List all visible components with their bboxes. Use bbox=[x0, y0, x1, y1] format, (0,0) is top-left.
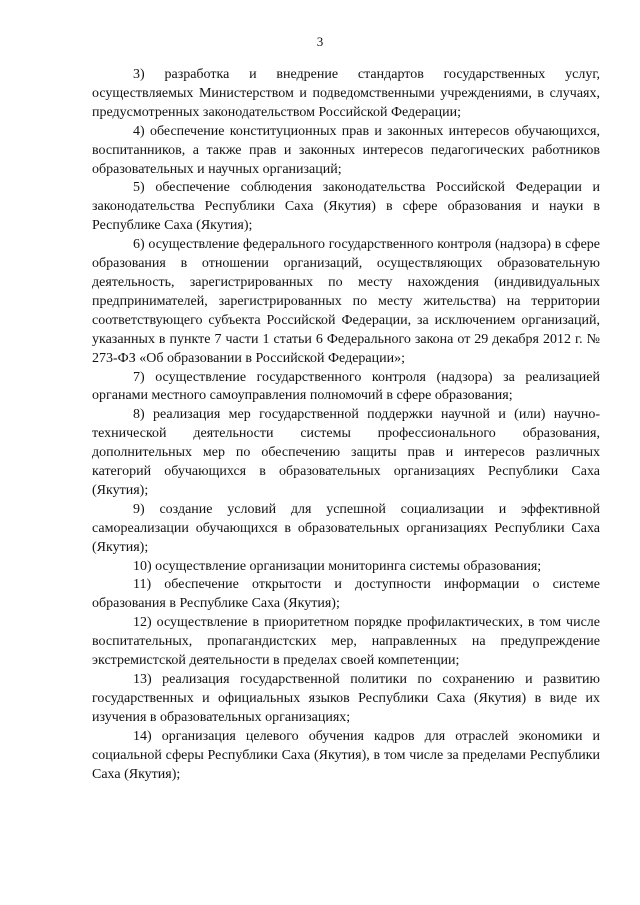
list-item-4: 4) обеспечение конституционных прав и законных интересов обучающихся, воспитанников, а также прав и законных интересов педагогических работников образовательных и научных организаций; bbox=[92, 123, 600, 177]
list-item-10: 10) осуществление организации мониторинга системы образования; bbox=[133, 558, 542, 574]
list-item-14: 14) организация целевого обучения кадров для отраслей экономики и социальной сферы Республики Саха (Якутия), в том числе за пределами Республики Саха (Якутия); bbox=[92, 728, 600, 782]
list-item-6: 6) осуществление федерального государственного контроля (надзора) в сфере образования в отношении организаций, осуществляющих образовательную деятельность, зарегистрированных по месту нахождения (индивидуальных предпринимателей, зарегистрированных по месту жительства) на территории соответствующего субъекта Российской Федерации, за исключением организаций, указанных в пункте 7 части 1 статьи 6 Федерального закона от 29 декабря 2012 г. № 273-ФЗ «Об образовании в Российской Федерации»; bbox=[92, 237, 600, 366]
list-item-8: 8) реализация мер государственной поддержки научной и (или) научно-технической деятельности системы профессионального образования, дополнительных мер по обеспечению защиты прав и интересов различных категорий обучающихся в образовательных организациях Республики Саха (Якутия); bbox=[92, 407, 600, 498]
list-item-11: 11) обеспечение открытости и доступности информации о системе образования в Республике Саха (Якутия); bbox=[92, 577, 600, 612]
list-item-9: 9) создание условий для успешной социализации и эффективной самореализации обучающихся в образовательных организациях Республики Саха (Якутия); bbox=[92, 501, 600, 555]
list-item-12: 12) осуществление в приоритетном порядке профилактических, в том числе воспитательных, пропагандистских мер, направленных на предупреждение экстремистской деятельности в пределах своей компетенции; bbox=[92, 615, 600, 669]
list-item-3: 3) разработка и внедрение стандартов государственных услуг, осуществляемых Министерством и подведомственными учреждениями, в случаях, предусмотренных законодательством Российской Федерации; bbox=[92, 67, 600, 120]
document-body bbox=[92, 66, 600, 784]
list-item-5: 5) обеспечение соблюдения законодательства Российской Федерации и законодательства Республики Саха (Якутия) в сфере образования и науки в Республике Саха (Якутия); bbox=[92, 180, 600, 234]
page-number: 3 bbox=[316, 34, 324, 49]
list-item-7: 7) осуществление государственного контроля (надзора) за реализацией органами местного самоуправления полномочий в сфере образования; bbox=[92, 369, 600, 404]
list-item-13: 13) реализация государственной политики по сохранению и развитию государственных и официальных языков Республики Саха (Якутия) в виде их изучения в образовательных организациях; bbox=[92, 672, 600, 725]
